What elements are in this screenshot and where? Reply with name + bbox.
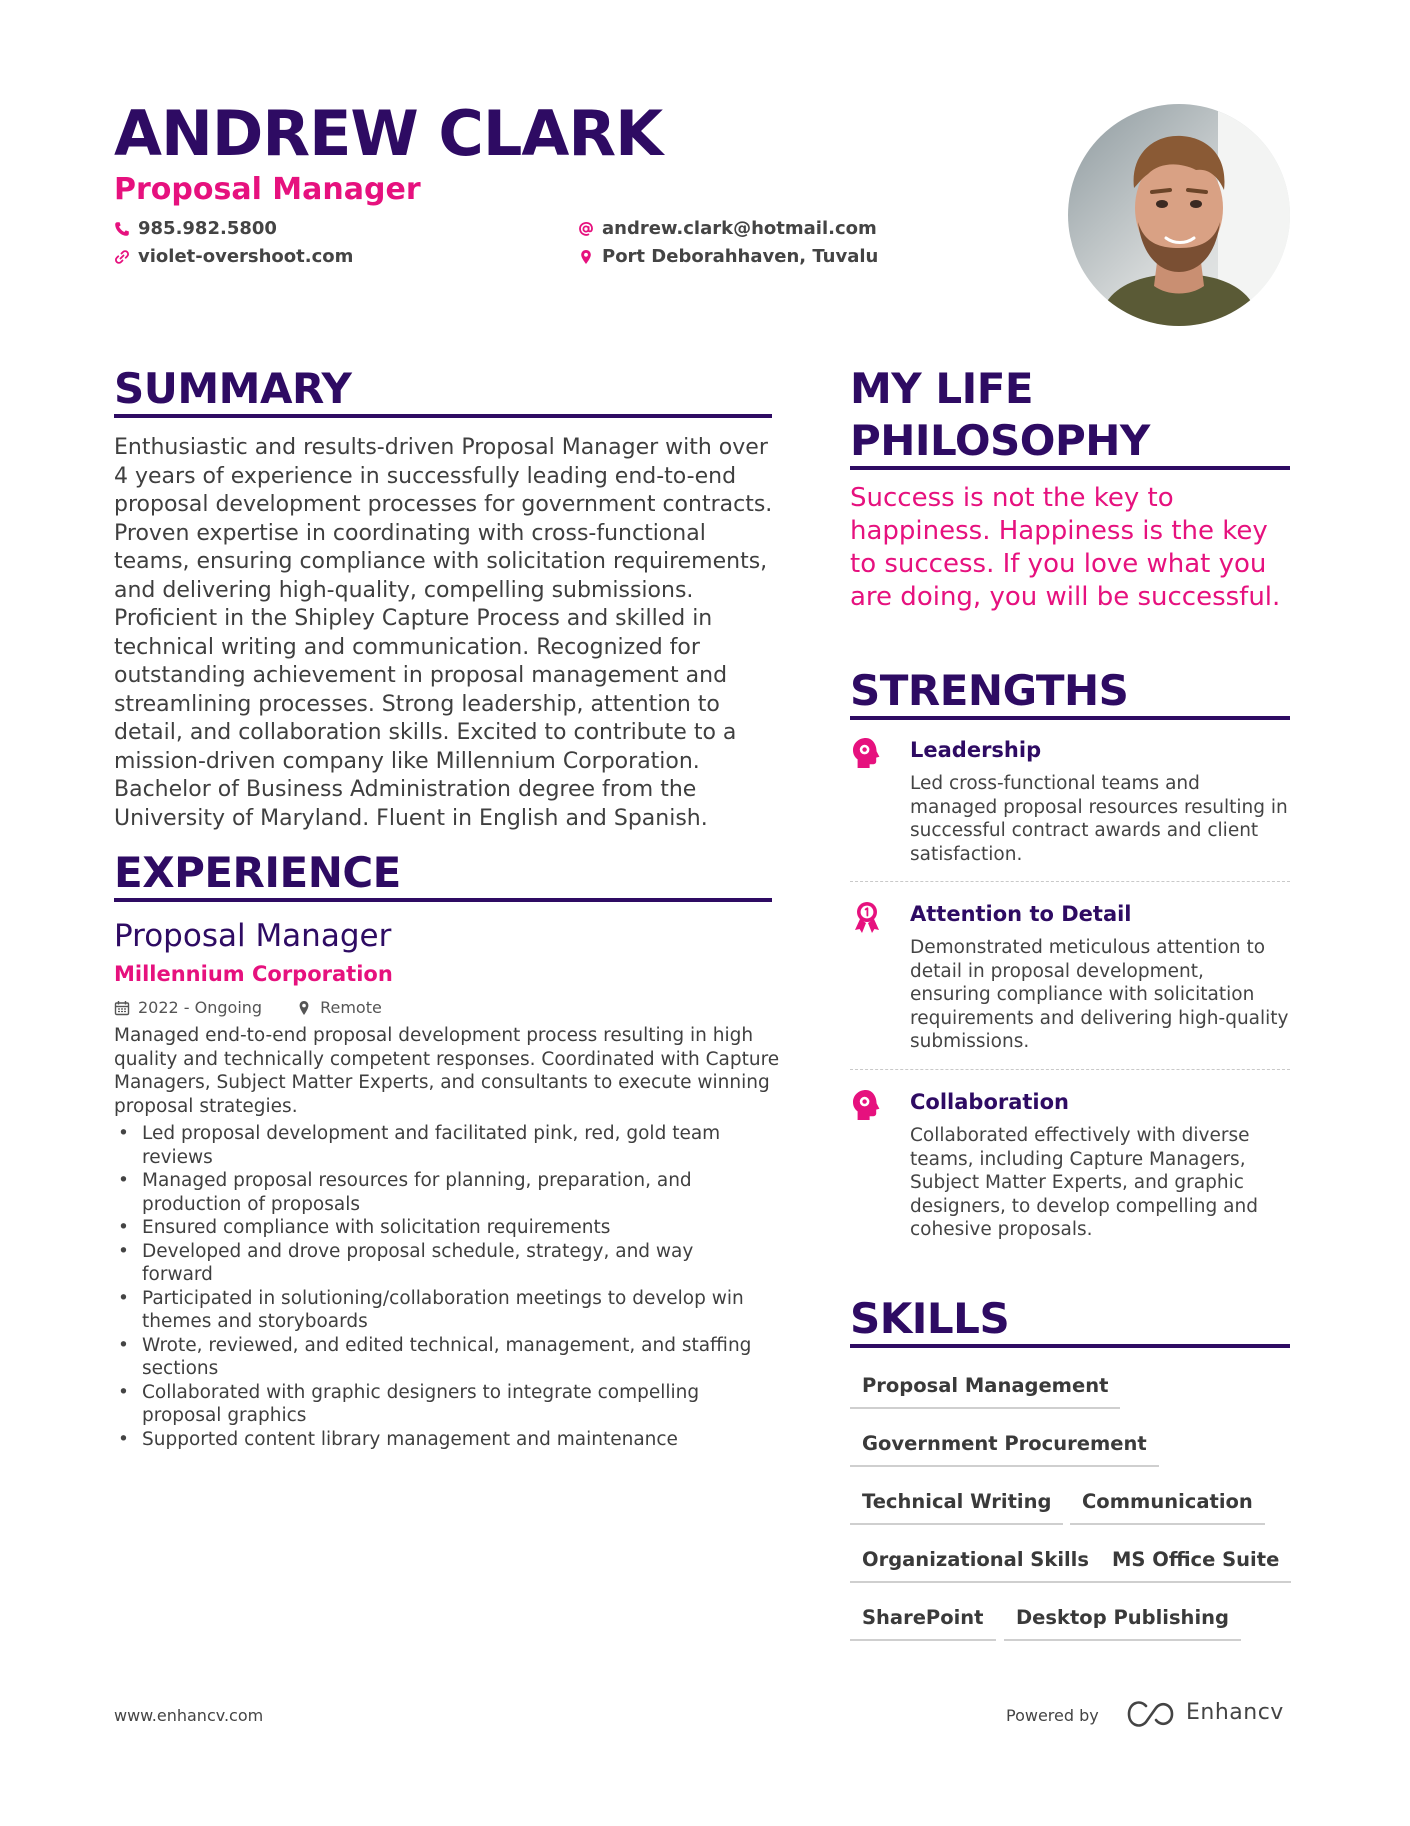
skills-rule	[850, 1344, 1290, 1348]
location-pin-icon	[296, 1000, 312, 1016]
job-company: Millennium Corporation	[114, 962, 393, 986]
footer-url[interactable]: www.enhancv.com	[114, 1706, 264, 1725]
strength-description: Led cross-functional teams and managed proposal resources resulting in successful contract awards and client satisfaction.	[910, 773, 1288, 865]
list-item: • Developed and drove proposal schedule, strategy, and way forward	[114, 1240, 764, 1287]
list-item: • Supported content library management and maintenance	[114, 1428, 764, 1452]
phone-text: 985.982.5800	[138, 218, 277, 239]
location-text: Port Deborahhaven, Tuvalu	[602, 246, 879, 267]
job-description: Managed end-to-end proposal development process resulting in high quality and technically competent responses. Coordinated with Capture Managers, Subject Matter Experts, and consultants to execute winning proposal strategies.	[114, 1025, 780, 1117]
email-text[interactable]: andrew.clark@hotmail.com	[602, 218, 877, 239]
skill-tag: Communication	[1070, 1490, 1265, 1525]
list-item: • Managed proposal resources for planning, preparation, and production of proposals	[114, 1169, 764, 1216]
skill-tag: Desktop Publishing	[1004, 1606, 1241, 1641]
link-icon	[114, 249, 130, 265]
list-item: • Led proposal development and facilitated pink, red, gold team reviews	[114, 1122, 764, 1169]
contact-website[interactable]	[114, 246, 353, 268]
philosophy-heading-line1: MY LIFE	[850, 364, 1034, 413]
philosophy-rule	[850, 466, 1290, 470]
portrait-illustration	[1068, 104, 1290, 326]
head-icon	[850, 1088, 884, 1122]
job-bullet-list	[114, 1122, 764, 1451]
calendar-icon	[114, 1000, 130, 1016]
strengths-heading: STRENGTHS	[850, 666, 1129, 715]
skill-tag: MS Office Suite	[1100, 1548, 1291, 1583]
powered-by-label: Powered by	[1006, 1706, 1099, 1725]
contact-location	[578, 246, 878, 268]
list-item: • Collaborated with graphic designers to integrate compelling proposal graphics	[114, 1381, 764, 1428]
location-pin-icon	[578, 249, 594, 265]
job-location: Remote	[320, 998, 382, 1017]
strength-divider	[850, 881, 1290, 882]
strength-divider	[850, 1069, 1290, 1070]
candidate-role: Proposal Manager	[114, 172, 421, 207]
experience-rule	[114, 898, 772, 902]
list-item: • Participated in solutioning/collaboration meetings to develop win themes and storyboards	[114, 1287, 764, 1334]
contact-email[interactable]	[578, 218, 877, 240]
skills-heading: SKILLS	[850, 1294, 1010, 1343]
skill-tag: Government Procurement	[850, 1432, 1159, 1467]
contact-phone	[114, 218, 277, 240]
phone-icon	[114, 221, 130, 237]
strength-description: Collaborated effectively with diverse teams, including Capture Managers, Subject Matter Experts, and graphic designers, to develop compelling and cohesive proposals.	[910, 1125, 1258, 1240]
strength-title: Attention to Detail	[910, 902, 1132, 926]
at-icon	[578, 221, 594, 237]
brand-name[interactable]: Enhancv	[1186, 1700, 1284, 1725]
job-meta	[114, 998, 382, 1017]
head-icon	[850, 736, 884, 770]
philosophy-heading-line2: PHILOSOPHY	[850, 416, 1150, 465]
summary-heading: SUMMARY	[114, 364, 352, 413]
summary-rule	[114, 414, 772, 418]
skill-tag: Proposal Management	[850, 1374, 1120, 1409]
strength-item-attention-to-detail	[850, 900, 1290, 1050]
job-dates: 2022 - Ongoing	[138, 998, 263, 1017]
strength-item-leadership	[850, 736, 1290, 866]
skill-tag: Organizational Skills	[850, 1548, 1101, 1583]
strength-title: Collaboration	[910, 1090, 1070, 1114]
profile-photo	[1068, 104, 1290, 326]
award-ribbon-icon	[850, 900, 884, 934]
strength-description: Demonstrated meticulous attention to detail in proposal development, ensuring compliance with solicitation requirements and delivering high-quality submissions.	[910, 937, 1289, 1052]
philosophy-quote: Success is not the key to happiness. Happiness is the key to success. If you love what you are doing, you will be successful.	[850, 483, 1281, 612]
strength-item-collaboration	[850, 1088, 1290, 1238]
enhancv-logo-icon	[1126, 1700, 1176, 1728]
strengths-rule	[850, 716, 1290, 720]
candidate-name: ANDREW CLARK	[114, 97, 663, 170]
experience-heading: EXPERIENCE	[114, 848, 401, 897]
skill-tag: Technical Writing	[850, 1490, 1063, 1525]
list-item: • Ensured compliance with solicitation requirements	[114, 1216, 764, 1240]
website-text[interactable]: violet-overshoot.com	[138, 246, 354, 267]
job-title: Proposal Manager	[114, 918, 392, 954]
list-item: • Wrote, reviewed, and edited technical, management, and staffing sections	[114, 1334, 764, 1381]
strength-title: Leadership	[910, 738, 1042, 762]
skill-tag: SharePoint	[850, 1606, 996, 1641]
summary-text: Enthusiastic and results-driven Proposal Manager with over 4 years of experience in successfully leading end-to-end proposal development processes for government contracts. Proven expertise in coordinating with cross-functional teams, ensuring compliance with solicitation requirements, and delivering high-quality, compelling submissions. Proficient in the Shipley Capture Process and skilled in technical writing and communication. Recognized for outstanding achievement in proposal management and streamlining processes. Strong leadership, attention to detail, and collaboration skills. Excited to contribute to a mission-driven company like Millennium Corporation. Bachelor of Business Administration degree from the University of Maryland. Fluent in English and Spanish.	[114, 435, 773, 831]
